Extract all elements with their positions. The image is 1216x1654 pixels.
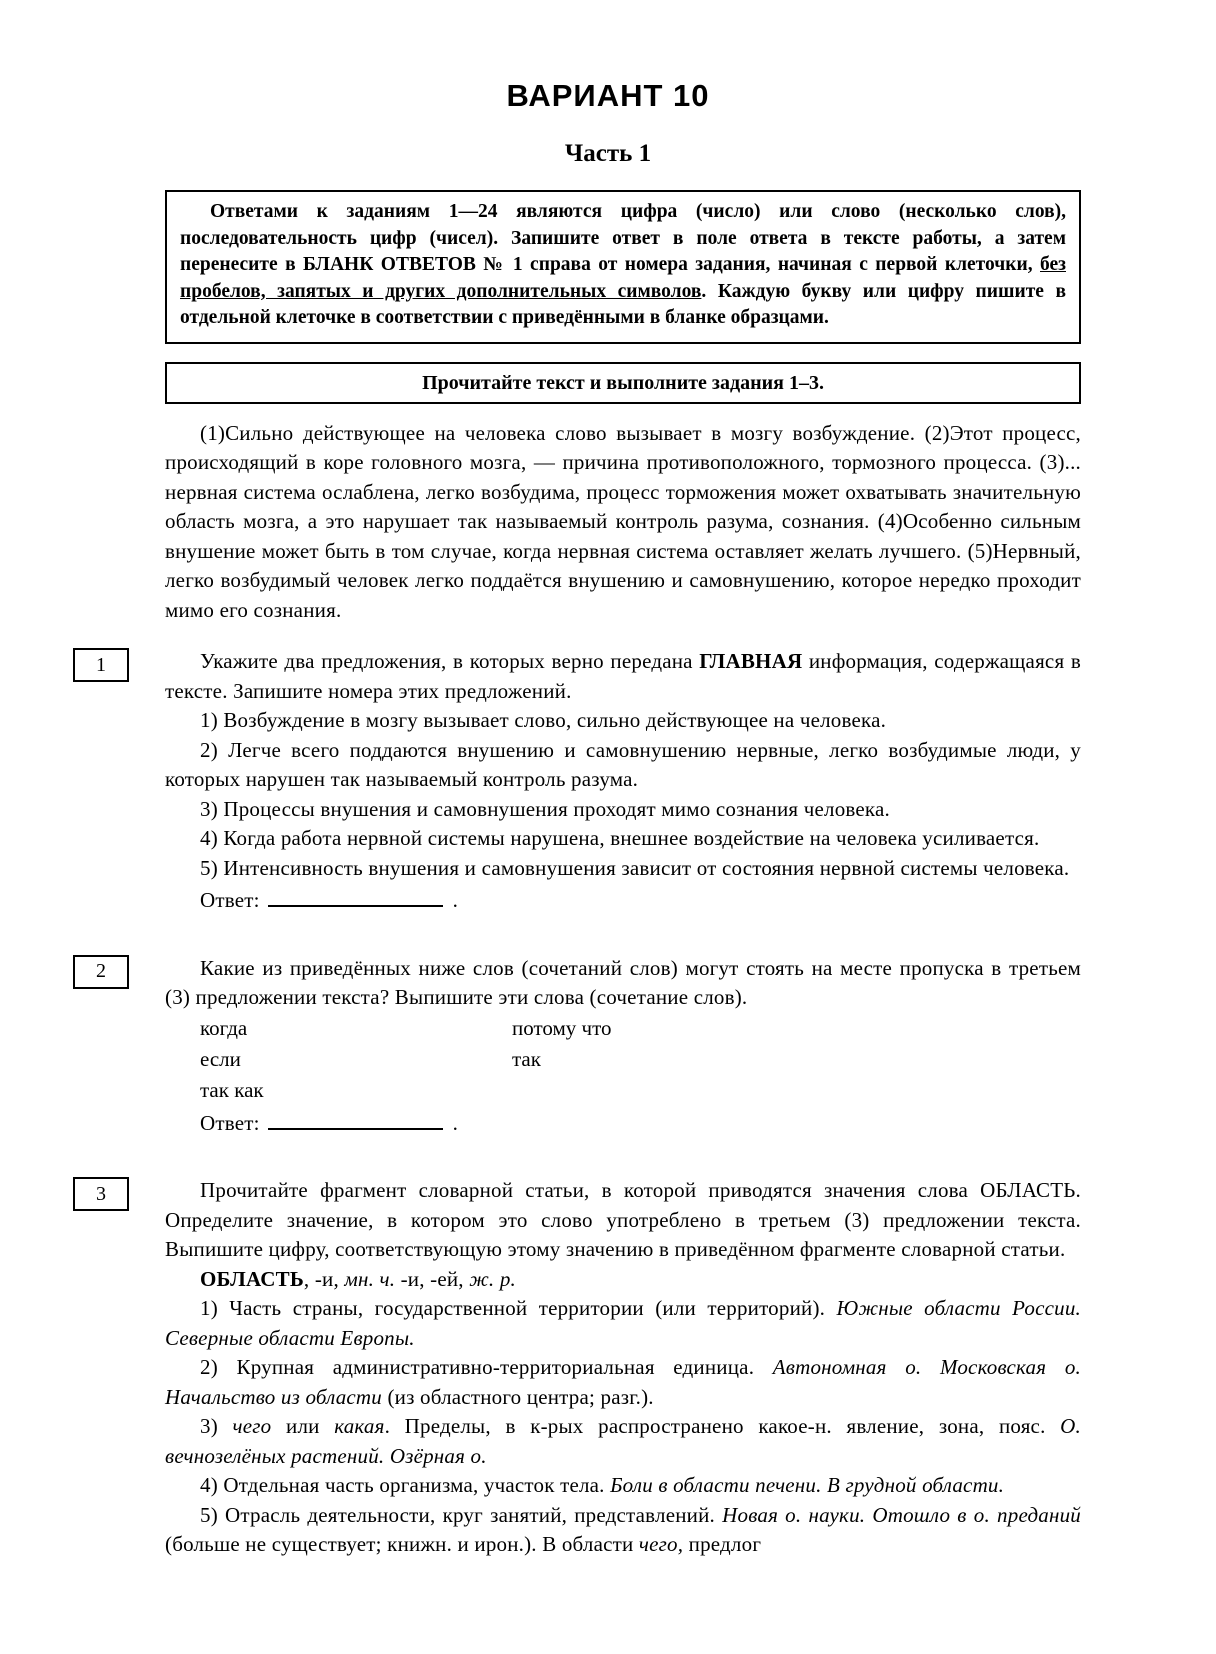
task-1-option-2: 2) Легче всего поддаются внушению и самовнушению нервные, легко возбудимые люди, у которых нарушен так называемый контроль разума. <box>165 737 1081 791</box>
word-option: когда <box>200 1015 248 1040</box>
answer-label: Ответ: <box>200 1110 260 1135</box>
dictionary-definition-1: 1) Часть страны, государственной территории (или территорий). Южные области России. Северные области Европы. <box>165 1296 1081 1350</box>
dictionary-headword: ОБЛАСТЬ, -и, мн. ч. -и, -ей, ж. р. <box>200 1266 516 1291</box>
answer-label: Ответ: <box>200 888 260 912</box>
page-content <box>96 190 1081 1560</box>
answer-period: . <box>452 888 459 912</box>
task-1-option-4: 4) Когда работа нервной системы нарушена, внешнее воздействие на человека усиливается. <box>200 826 1040 850</box>
word-column-right <box>512 1013 611 1106</box>
page-title: ВАРИАНТ 10 <box>506 78 710 113</box>
task-2-intro: Какие из приведённых ниже слов (сочетаний слов) могут стоять на месте пропуска в третьем (3) предложении текста? Выпишите эти слова (сочетание слов). <box>165 955 1081 1009</box>
dictionary-definition-3: 3) чего или какая. Пределы, в к-рых распространено какое-н. явление, зона, пояс. О. вечнозелёных растений. Озёрная о. <box>165 1414 1081 1468</box>
passage-text: (1)Сильно действующее на человека слово вызывает в мозгу возбуждение. (2)Этот процесс, происходящий в коре головного мозга, — причина противоположного, тормозного процесса. (3)... нервная система ослаблена, легко возбудима, процесс торможения может охватывать значительную область мозга, а это нарушает так называемый контроль разума, сознания. (4)Особенно сильным внушение может быть в том случае, когда нервная система оставляет желать лучшего. (5)Нервный, легко возбудимый человек легко поддаётся внушению и самовнушению, которое нередко проходит мимо его сознания. <box>165 420 1081 622</box>
task-3-intro: Прочитайте фрагмент словарной статьи, в которой приводятся значения слова ОБЛАСТЬ. Определите значение, в котором это слово употреблено в третьем (3) предложении текста. Выпишите цифру, соответствующую этому значению в приведённом фрагменте словарной статьи. <box>165 1178 1081 1261</box>
word-option: если <box>200 1046 241 1071</box>
word-column-left <box>200 1013 512 1106</box>
answer-blank <box>268 1115 443 1130</box>
read-prompt-text: Прочитайте текст и выполните задания 1–3. <box>422 371 824 394</box>
task-1-intro: Укажите два предложения, в которых верно передана ГЛАВНАЯ информация, содержащаяся в тексте. Запишите номера этих предложений. <box>165 649 1081 703</box>
task-1-option-5: 5) Интенсивность внушения и самовнушения зависит от состояния нервной системы человека. <box>200 855 1070 880</box>
instruction-text: Ответами к заданиям 1—24 являются цифра (число) или слово (несколько слов), последовательность цифр (чисел). Запишите ответ в поле ответа в тексте работы, а затем перенесите в БЛАНК ОТВЕТОВ № 1 справа от номера задания, начиная с первой клеточки, без пробелов, запятых и других дополнительных символов. Каждую букву или цифру пишите в отдельной клеточке в соответствии с приведёнными в бланке образцами. <box>180 201 1066 328</box>
task-2 <box>96 954 1081 1139</box>
task-1-number: 1 <box>73 648 129 682</box>
task-2-word-options <box>200 1013 1081 1106</box>
task-1 <box>96 647 1081 916</box>
answer-period: . <box>452 1110 459 1135</box>
word-option: так как <box>200 1077 264 1102</box>
task-2-answer-line <box>165 1109 1081 1139</box>
read-prompt-box <box>165 362 1081 404</box>
answer-blank <box>268 892 443 907</box>
task-3 <box>96 1176 1081 1560</box>
word-option: так <box>512 1046 541 1071</box>
task-2-number: 2 <box>73 955 129 989</box>
word-option: потому что <box>512 1015 612 1040</box>
part-title: Часть 1 <box>564 140 652 167</box>
task-1-option-3: 3) Процессы внушения и самовнушения проходят мимо сознания человека. <box>200 796 890 821</box>
task-1-option-1: 1) Возбуждение в мозгу вызывает слово, сильно действующее на человека. <box>200 708 887 732</box>
instruction-box <box>165 190 1081 344</box>
task-3-number: 3 <box>73 1177 129 1211</box>
dictionary-definition-5: 5) Отрасль деятельности, круг занятий, представлений. Новая о. науки. Отошло в о. преданий (больше не существует; книжн. и ирон.). В области чего, предлог <box>165 1502 1081 1556</box>
dictionary-definition-4: 4) Отдельная часть организма, участок тела. Боли в области печени. В грудной области. <box>200 1473 1005 1497</box>
task-1-answer-line <box>165 886 1081 916</box>
dictionary-definition-2: 2) Крупная административно-территориальная единица. Автономная о. Московская о. Начальство из области (из областного центра; разг.). <box>165 1355 1081 1409</box>
